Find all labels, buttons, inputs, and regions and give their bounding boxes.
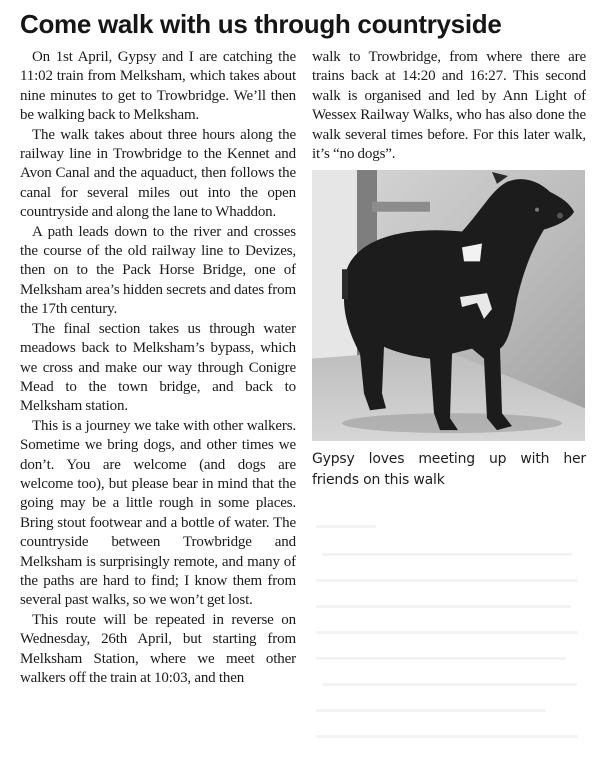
bleed-through-text bbox=[312, 505, 587, 755]
paragraph: This is a journey we take with other walkers. Sometime we bring dogs, and other times we don’t. You are welcome (and dogs are welcome too), but please bear in mind that the going may be a little rough in some places. Bring stout footwear and a bottle of water. The countryside between Trowbridge and Melksham is surprisingly remote, and many of the paths are hard to find; I know them from several past walks, so we won’t get lost. bbox=[20, 417, 296, 609]
right-column bbox=[312, 48, 586, 166]
left-column bbox=[20, 48, 296, 758]
paragraph: This route will be repeated in reverse on Wednesday, 26th April, but starting from Melksham Station, where we meet other walkers off the train at 10:03, and then bbox=[20, 611, 296, 686]
dog-photo-illustration bbox=[312, 170, 585, 441]
photo-caption: Gypsy loves meeting up with her friends on this walk bbox=[312, 451, 586, 488]
paragraph: The final section takes us through water meadows back to Melksham’s bypass, which we cross and make our way through Conigre Mead to the town bridge, and back to Melksham station. bbox=[20, 320, 296, 415]
paragraph-continuation: walk to Trowbridge, from where there are trains back at 14:20 and 16:27. This second walk is organised and led by Ann Light of Wessex Railway Walks, who has also done the walk several times before. For this later walk, it’s “no dogs”. bbox=[312, 49, 586, 163]
dog-photo bbox=[312, 170, 585, 441]
article-title: Come walk with us through countryside bbox=[20, 9, 502, 39]
paragraph: The walk takes about three hours along the railway line in Trowbridge to the Kennet and Avon Canal and the aquaduct, then follows the canal for several miles out into the open countryside and along the lane to Whaddon. bbox=[20, 126, 296, 221]
letterbox bbox=[372, 202, 430, 212]
paragraph: On 1st April, Gypsy and I are catching the 11:02 train from Melksham, which takes about nine minutes to get to Trowbridge. We’ll then be walking back to Melksham. bbox=[20, 49, 296, 124]
paragraph: A path leads down to the river and crosses the course of the old railway line to Devizes, then on to the Pack Horse Bridge, one of Melksham area’s hidden secrets and dates from the 17th century. bbox=[20, 223, 296, 318]
